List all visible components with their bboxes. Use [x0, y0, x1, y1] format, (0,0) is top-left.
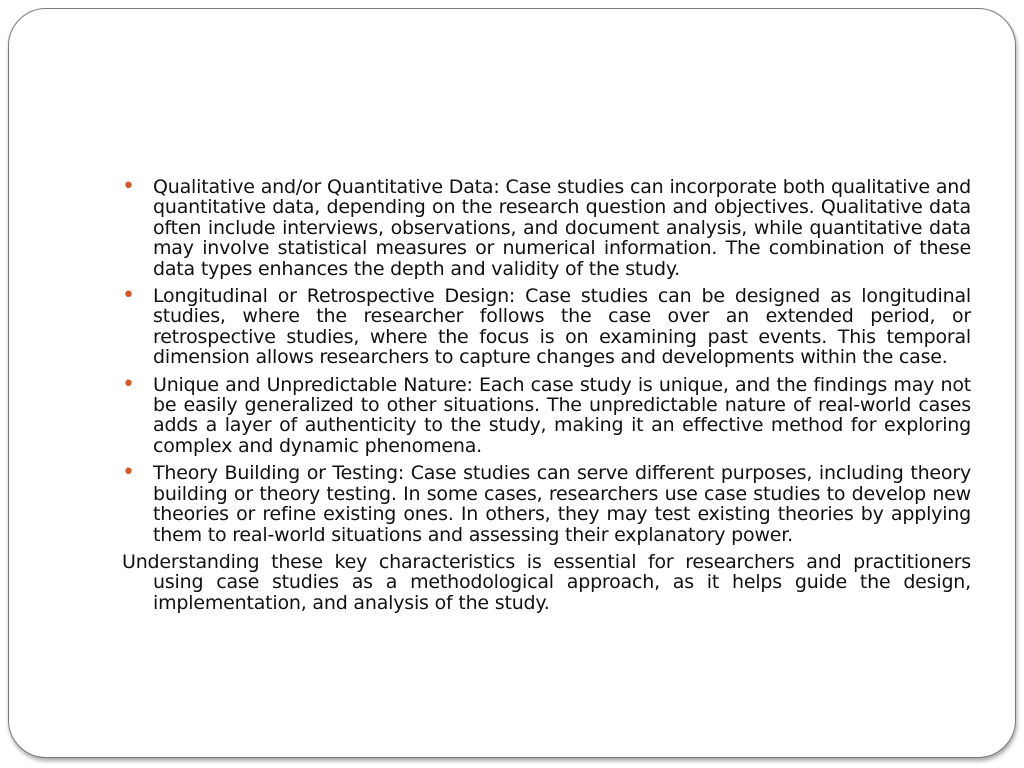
bullet-dot-icon: • — [122, 371, 135, 397]
bullet-text: Longitudinal or Retrospective Design: Case studies can be designed as longitudinal studies, where the researcher follows the case over an extended period, or retrospective studies, where the focus is on examining past events. This temporal dimension allows researchers to capture changes and developments within the case. — [153, 285, 971, 369]
bullet-item — [122, 460, 971, 546]
bullet-list — [122, 174, 971, 546]
closing-paragraph: Understanding these key characteristics is essential for researchers and practitioners using case studies as a methodological approach, as it helps guide the design, implementation, and analysis of the study. — [122, 550, 971, 614]
bullet-dot-icon: • — [122, 460, 135, 486]
bullet-dot-icon: • — [122, 283, 135, 309]
bullet-text: Unique and Unpredictable Nature: Each case study is unique, and the findings may not be easily generalized to other situations. The unpredictable nature of real-world cases adds a layer of authenticity to the study, making it an effective method for exploring complex and dynamic phenomena. — [153, 373, 971, 457]
bullet-item — [122, 174, 971, 280]
bullet-item — [122, 283, 971, 369]
bullet-text: Qualitative and/or Quantitative Data: Case studies can incorporate both qualitative and quantitative data, depending on the research question and objectives. Qualitative data often include interviews, observations, and document analysis, while quantitative data may involve statistical measures or numerical information. The combination of these data types enhances the depth and validity of the study. — [153, 176, 971, 280]
bullet-dot-icon: • — [122, 174, 135, 199]
bullet-item — [122, 371, 971, 457]
slide-frame — [8, 8, 1016, 758]
bullet-text: Theory Building or Testing: Case studies can serve different purposes, including theory building or theory testing. In some cases, researchers use case studies to develop new theories or refine existing ones. In others, they may test existing theories by applying them to real-world situations and assessing their explanatory power. — [153, 462, 971, 546]
slide-body — [122, 174, 971, 614]
